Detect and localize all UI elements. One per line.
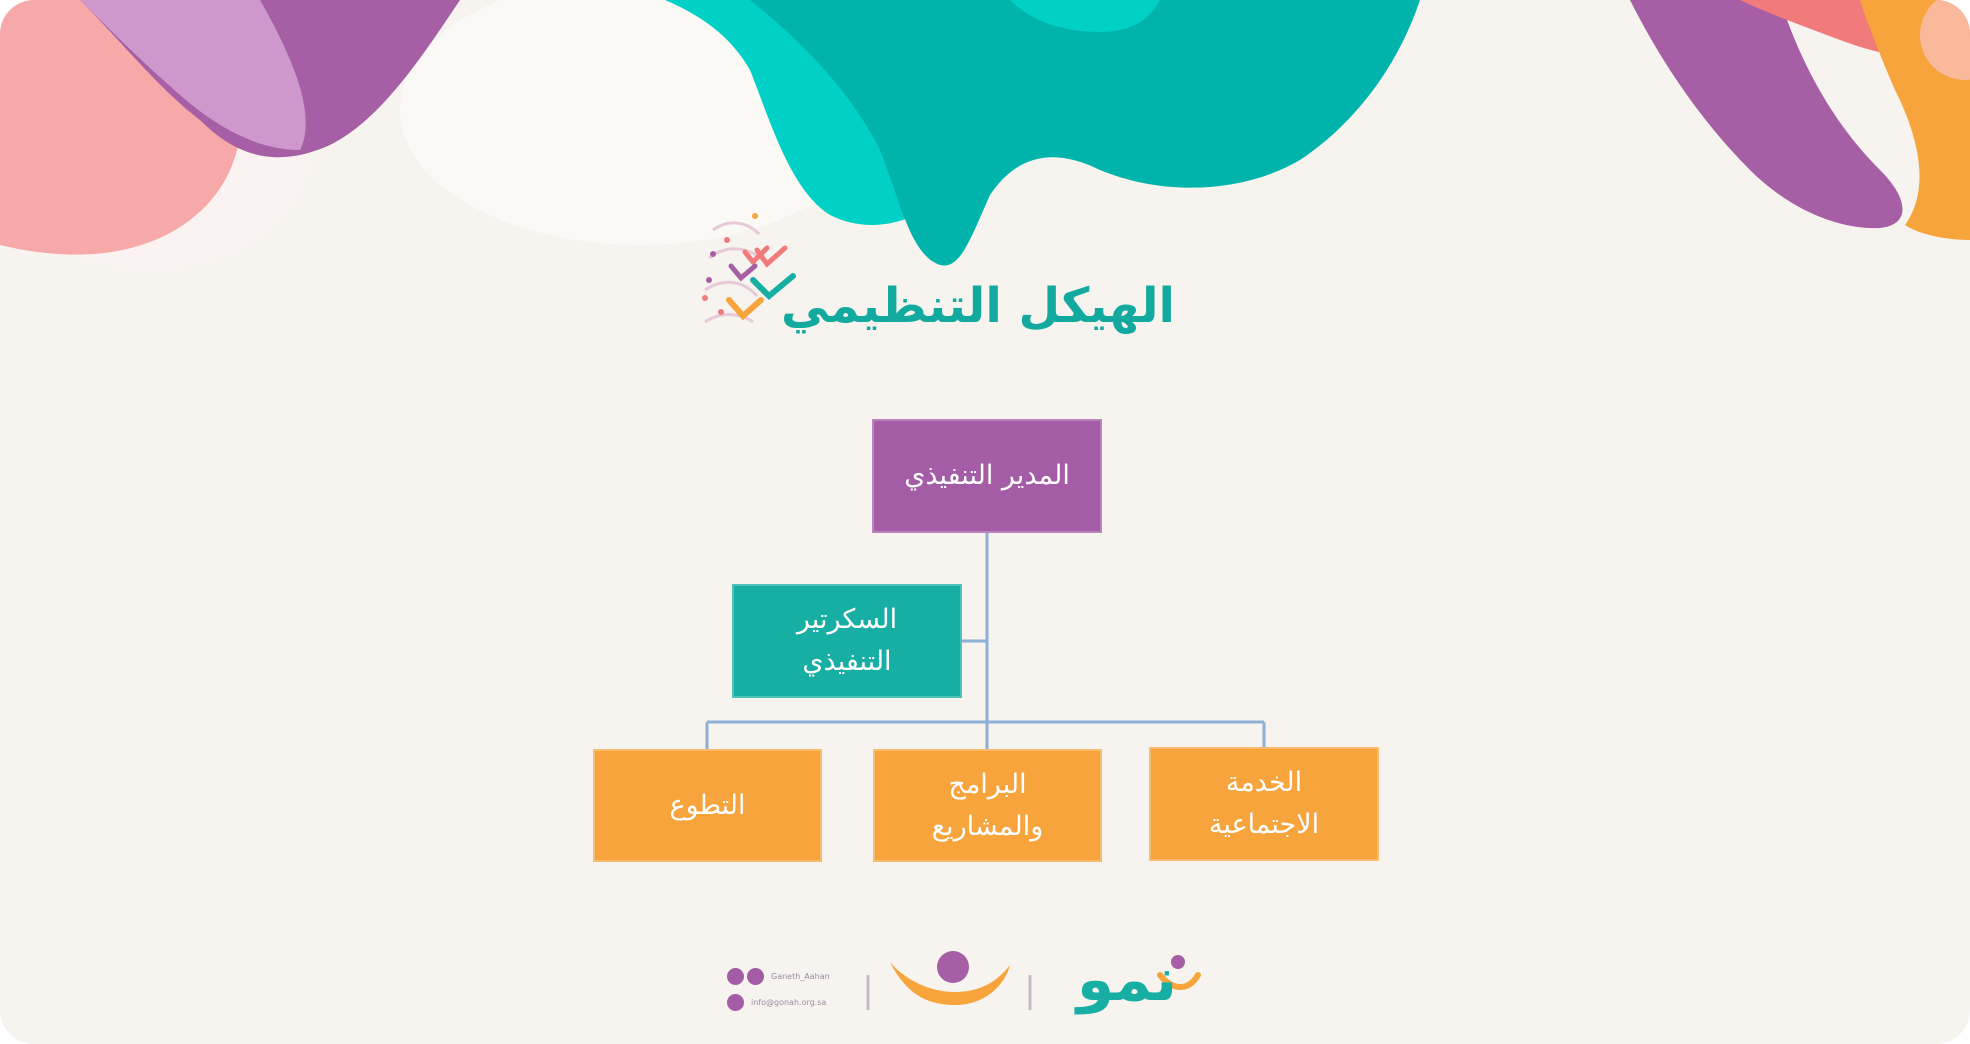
node-label: المدير التنفيذي [904,460,1070,492]
node-label: التطوع [669,789,746,821]
node-label-line-2: الاجتماعية [1208,809,1320,840]
email-address: info@gonah.org.sa [751,997,827,1007]
node-label-line-2: والمشاريع [931,810,1044,842]
brand-logo-text: نمو [1076,945,1178,1015]
emblem-logo-icon [890,951,1010,1005]
node-label-line-2: التنفيذي [802,646,892,677]
social-handle: Ganeth_Aahan [771,971,830,981]
node-label-line-1: الخدمة [1225,767,1303,799]
node-label-line-1: البرامج [948,768,1027,800]
node-label-line-1: السكرتير [796,604,898,636]
page-title: الهيكل التنظيمي [781,278,1175,334]
